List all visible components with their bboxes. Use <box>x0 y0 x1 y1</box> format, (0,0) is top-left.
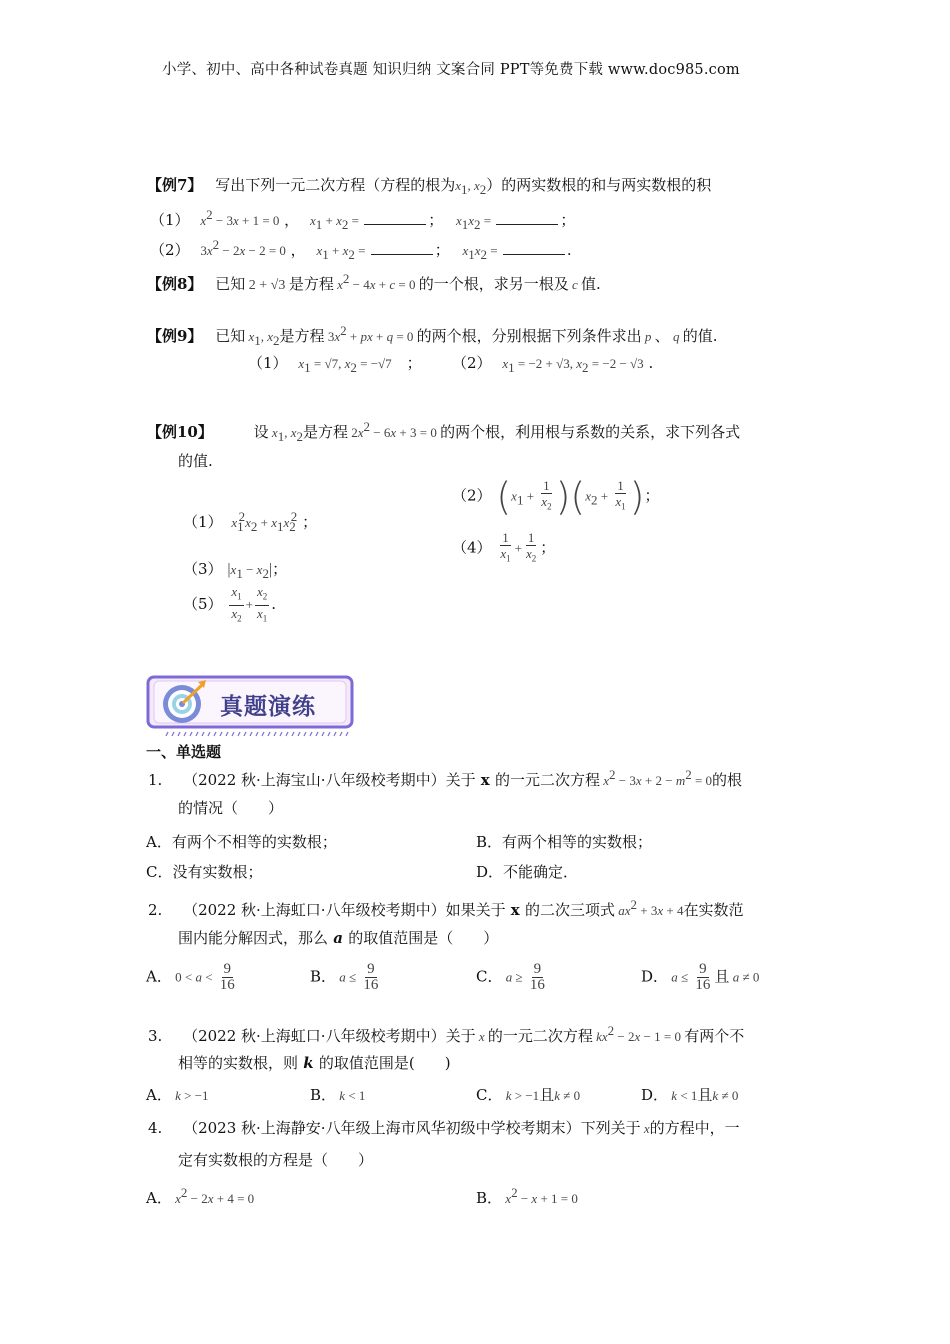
example-10-part-2: （2） ($x_1$ + $\frac{1}{x_2}$ )($x_2$ + $\frac{1}{x_1}$ )； <box>452 474 660 519</box>
question-3-option-c[interactable]: C． k > −1且k ≠ 0 <box>476 1086 581 1104</box>
example-8-tag: 【例8】 <box>147 275 203 293</box>
example-10-part-1: （1） $x_1^2x_2 + x_1x_2^2$ ； <box>183 509 318 534</box>
example-7-part-1: （1） $x^2 - 3x + 1 = 0$ ， $x_1 + x_2$ = ； $x_1x_2$ = ； <box>150 207 576 232</box>
question-3-option-b[interactable]: B． k < 1 <box>310 1086 366 1104</box>
example-9-stem: 【例9】 已知 $x_1$, $x_2$是方程 $3x^2$ + px + q = 0 的两个根，分别根据下列条件求出 p 、 q 的值. <box>147 323 718 348</box>
question-3-option-d[interactable]: D． k < 1且k ≠ 0 <box>641 1086 739 1104</box>
question-4-stem: 4. （2023 秋·上海静安·八年级上海市风华初级中学校考期末）下列关于 x的方程中，一 <box>148 1119 740 1137</box>
question-4-option-a[interactable]: A． $x^2 - 2x + 4 = 0$ <box>146 1185 255 1207</box>
question-2-stem: 2. （2022 秋·上海虹口·八年级校考期中）如果关于 x 的二次三项式 $ax^2 + 3x + 4$在实数范 <box>148 897 744 919</box>
question-3-stem: 3. （2022 秋·上海虹口·八年级校考期中）关于 x 的一元二次方程 $kx^2 - 2x - 1 = 0$ 有两个不 <box>148 1023 745 1045</box>
example-7-stem: 【例7】 写出下列一元二次方程（方程的根为$x_1$, $x_2$）的两实数根的和与两实数根的积 <box>147 176 712 197</box>
question-1-option-b[interactable]: B．有两个相等的实数根； <box>476 833 653 851</box>
example-7-tag: 【例7】 <box>147 176 203 194</box>
question-1-stem: 1. （2022 秋·上海宝山·八年级校考期中）关于 x 的一元二次方程 $x^2 - 3x + 2 - m^2 = 0$的根 <box>148 767 743 789</box>
question-2-option-a[interactable]: A． 0 < a < $\frac{9}{16}$ <box>146 961 235 993</box>
example-10-part-3: （3） $|x_1 - x_2|$； <box>183 560 288 581</box>
question-1-option-a[interactable]: A．有两个不相等的实数根； <box>146 833 337 851</box>
section-banner <box>146 674 356 734</box>
example-10-part-5: （5） $\frac{x_1}{x_2}$ + $\frac{x_2}{x_1}$ . <box>183 584 277 624</box>
question-1-option-d[interactable]: D．不能确定． <box>476 863 579 881</box>
question-2-option-b[interactable]: B． a ≤ $\frac{9}{16}$ <box>310 961 379 993</box>
page-header: 小学、初中、高中各种试卷真题 知识归纳 文案合同 PPT等免费下载 www.doc985.com <box>162 62 740 78</box>
question-1-stem-cont: 的情况（ ） <box>178 799 284 817</box>
question-1-option-c[interactable]: C．没有实数根； <box>146 863 263 881</box>
question-2-option-c[interactable]: C． a ≥ $\frac{9}{16}$ <box>476 961 545 993</box>
example-9-part-1: （1） $x_1 = √7$, $x_2 = -√7$ ； <box>248 354 422 375</box>
question-2-option-d[interactable]: D． a ≤ $\frac{9}{16}$ 且 a ≠ 0 <box>641 961 760 993</box>
question-4-option-b[interactable]: B． $x^2 - x + 1 = 0$ <box>476 1185 578 1207</box>
question-4-stem-cont: 定有实数根的方程是（ ） <box>178 1151 374 1169</box>
example-8: 【例8】 已知 2 + √3 是方程 $x^2 - 4x + c = 0$ 的一个根，求另一根及 c 值. <box>147 271 601 293</box>
question-3-option-a[interactable]: A． k > −1 <box>146 1086 209 1104</box>
question-3-stem-cont: 相等的实数根，则 k 的取值范围是( ) <box>178 1054 451 1072</box>
example-10-stem-cont: 的值. <box>178 452 213 470</box>
example-9-tag: 【例9】 <box>147 327 203 345</box>
example-10-part-4: （4） $\frac{1}{x_1}$ + $\frac{1}{x_2}$ ； <box>452 530 556 564</box>
example-7-part-2: （2） $3x^2 - 2x - 2 = 0$ ， $x_1 + x_2$ = ； $x_1x_2$ = . <box>150 237 572 262</box>
question-2-stem-cont: 围内能分解因式，那么 a 的取值范围是（ ） <box>178 929 499 947</box>
section-heading: 一、单选题 <box>146 743 222 761</box>
example-10-tag: 【例10】 <box>147 423 213 441</box>
example-10-stem: 【例10】 设 $x_1$, $x_2$是方程 $2x^2 - 6x + 3 = 0$ 的两个根，利用根与系数的关系，求下列各式 <box>147 419 741 444</box>
example-9-part-2: （2） $x_1 = -2 + √3$, $x_2 = -2 - √3$ . <box>452 354 654 375</box>
banner-title: 真题演练 <box>220 694 316 720</box>
